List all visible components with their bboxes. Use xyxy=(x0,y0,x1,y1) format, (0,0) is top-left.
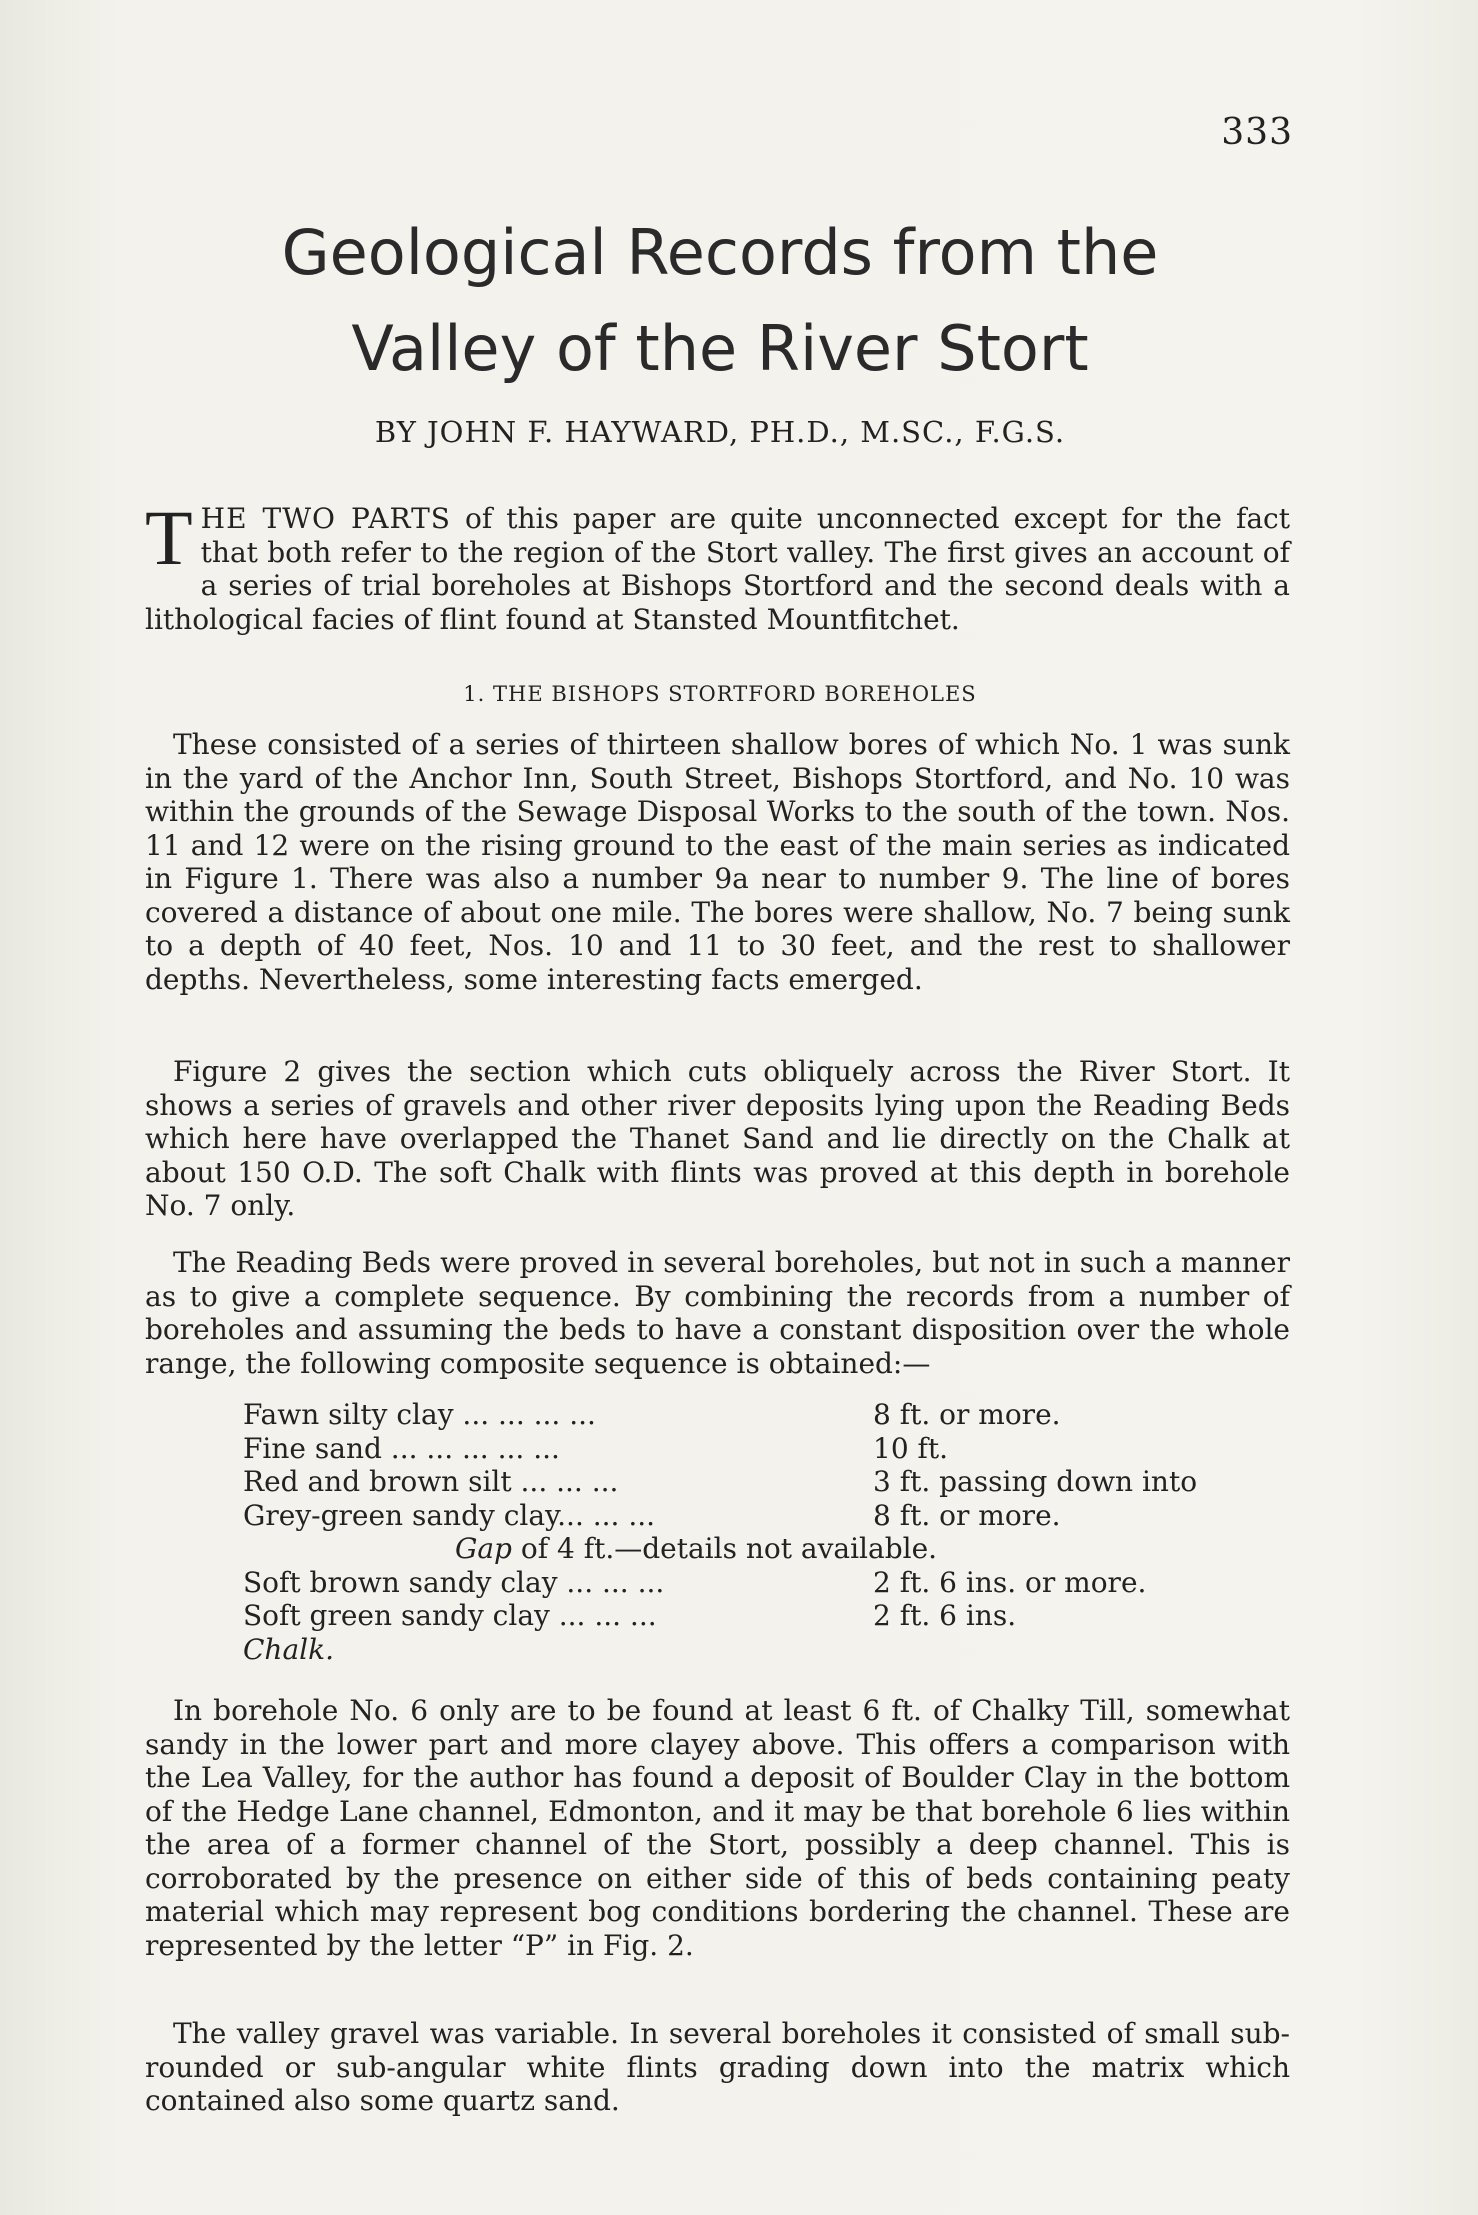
bed-name: Fine sand ... ... ... ... ... xyxy=(243,1431,560,1465)
sequence-row xyxy=(243,1499,1293,1533)
intro-body: of this paper are quite unconnected except for the fact that both refer to the region of the Stort valley. The first gives an account of a series of trial boreholes at Bishops Stortford and the second deals with a lithological facies of flint found at Stansted Mountfitchet. xyxy=(145,502,1290,636)
sequence-row xyxy=(243,1566,1293,1600)
bed-thickness: 8 ft. or more. xyxy=(873,1498,1061,1532)
paragraph-text: The valley gravel was variable. In several boreholes it consisted of small sub-rounded or sub-angular white flints grading down into the matrix which contained also some quartz sand. xyxy=(145,2017,1290,2117)
bed-thickness: 3 ft. passing down into xyxy=(873,1465,1198,1498)
sequence-row xyxy=(243,1432,1293,1466)
gap-detail: of 4 ft.—details not available. xyxy=(511,1532,938,1565)
paragraph-text: In borehole No. 6 only are to be found at least 6 ft. of Chalky Till, somewhat sandy in the lower part and more clayey above. This offers a comparison with the Lea Valley, for the author has found a deposit of Boulder Clay in the bottom of the Hedge Lane channel, Edmonton, and it may be that borehole 6 lies within the area of a former channel of the Stort, possibly a deep channel. This is corroborated by the presence on either side of this of beds containing peaty material which may represent bog conditions bordering the channel. These are represented by the letter “P” in Fig. 2. xyxy=(145,1694,1290,1962)
gap-label: Gap xyxy=(455,1532,512,1565)
bed-thickness: 8 ft. or more. xyxy=(873,1398,1061,1431)
section-heading: 1. THE BISHOPS STORTFORD BOREHOLES xyxy=(463,682,977,706)
article-title xyxy=(0,205,1440,397)
bed-name: Fawn silty clay ... ... ... ... xyxy=(243,1398,596,1431)
sequence-gap-row xyxy=(243,1532,1293,1566)
paragraph-chalky-till xyxy=(145,1694,1290,1962)
sequence-row xyxy=(243,1465,1293,1499)
bed-name: Soft green sandy clay ... ... ... xyxy=(243,1599,657,1632)
bed-name: Grey-green sandy clay... ... ... xyxy=(243,1498,656,1532)
sequence-row xyxy=(243,1599,1293,1633)
paragraph-text: These consisted of a series of thirteen shallow bores of which No. 1 was sunk in the yard of the Anchor Inn, South Street, Bishops Stortford, and No. 10 was within the grounds of the Sewage Disposal Works to the south of the town. Nos. 11 and 12 were on the rising ground to the east of the main series as indicated in Figure 1. There was also a number 9a near to number 9. The line of bores covered a distance of about one mile. The bores were shallow, No. 7 being sunk to a depth of 40 feet, Nos. 10 and 11 to 30 feet, and the rest to shallower depths. Nevertheless, some interesting facts emerged. xyxy=(145,728,1290,996)
intro-paragraph xyxy=(145,494,1290,636)
bed-chalk: Chalk. xyxy=(243,1632,334,1666)
intro-text xyxy=(145,494,1290,636)
author-byline: BY JOHN F. HAYWARD, PH.D., M.SC., F.G.S. xyxy=(374,415,1066,449)
drop-cap: T xyxy=(145,494,193,581)
paragraph-text: Figure 2 gives the section which cuts obliquely across the River Stort. It shows a series of gravels and other river deposits lying upon the Reading Beds which here have overlapped the Thanet Sand and lie directly on the Chalk at about 150 O.D. The soft Chalk with flints was proved at this depth in borehole No. 7 only. xyxy=(145,1055,1290,1222)
bed-thickness: 10 ft. xyxy=(873,1431,949,1465)
paragraph-reading-beds xyxy=(145,1246,1290,1380)
paragraph-figure-2 xyxy=(145,1055,1290,1223)
bed-thickness: 2 ft. 6 ins. or more. xyxy=(873,1565,1147,1599)
page-number: 333 xyxy=(1221,112,1293,153)
intro-smallcaps: HE TWO PARTS xyxy=(200,502,451,535)
composite-sequence-table xyxy=(243,1398,1293,1666)
bed-name: Soft brown sandy clay ... ... ... xyxy=(243,1565,665,1599)
paragraph-valley-gravel xyxy=(145,2017,1290,2118)
title-line-2: Valley of the River Stort xyxy=(351,312,1089,385)
title-line-1: Geological Records from the xyxy=(281,216,1159,289)
sequence-row xyxy=(243,1633,1293,1667)
sequence-row xyxy=(243,1398,1293,1432)
bed-thickness: 2 ft. 6 ins. xyxy=(873,1599,1017,1632)
paragraph-boreholes xyxy=(145,728,1290,996)
bed-name: Red and brown silt ... ... ... xyxy=(243,1465,619,1498)
paragraph-text: The Reading Beds were proved in several boreholes, but not in such a manner as to give a complete sequence. By combining the records from a number of boreholes and assuming the beds to have a constant disposition over the whole range, the following composite sequence is obtained:— xyxy=(145,1246,1290,1380)
